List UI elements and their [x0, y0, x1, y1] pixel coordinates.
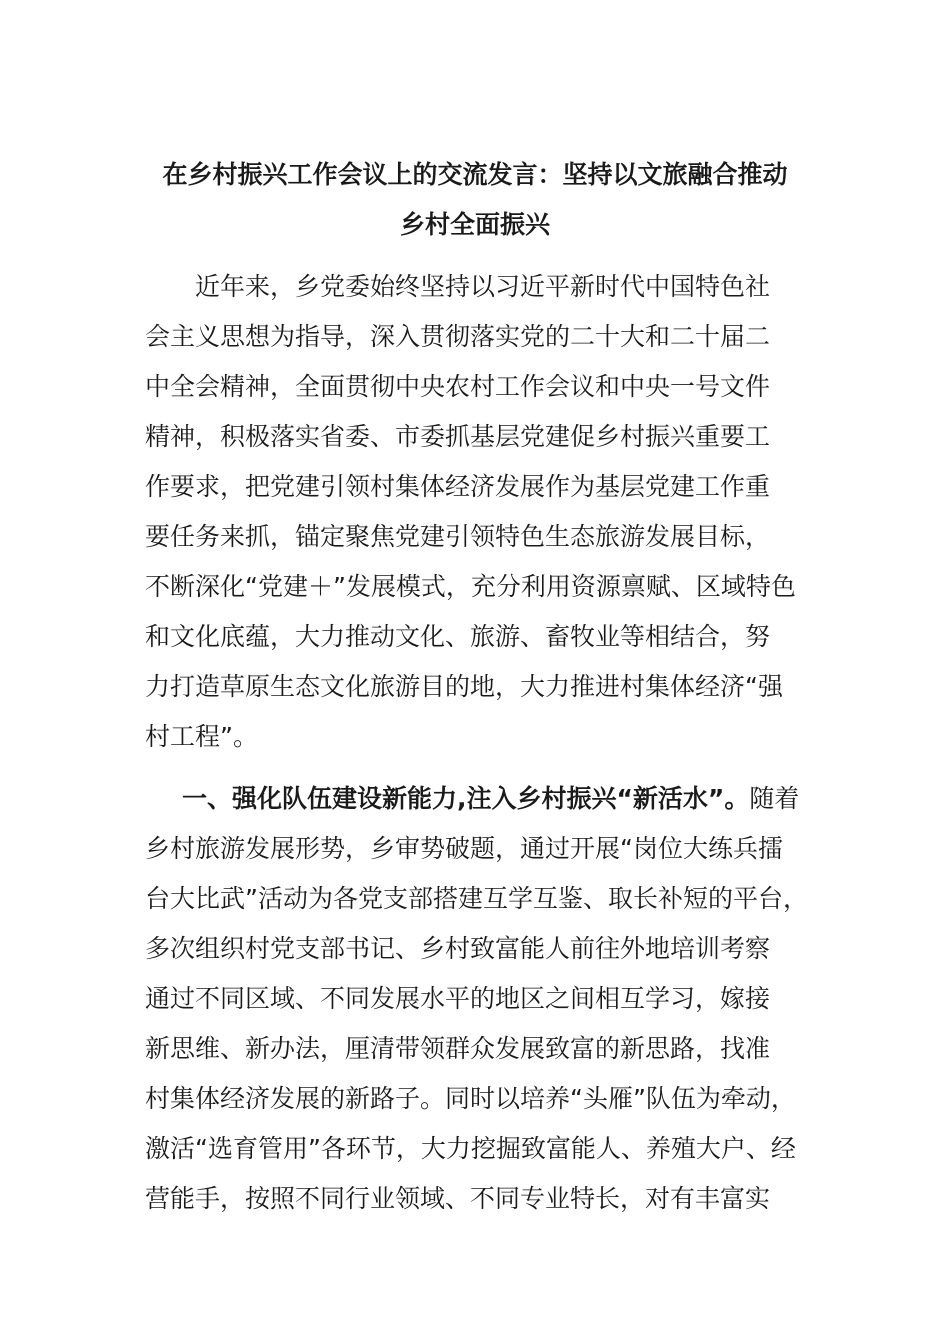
- paragraph-1-line-10: 村工程”。: [145, 722, 258, 751]
- paragraph-1-line-3: 中全会精神，全面贯彻中央农村工作会议和中央一号文件: [145, 372, 771, 401]
- paragraph-2-line-8: 激活“选育管用”各环节，大力挖掘致富能人、养殖大户、经: [145, 1134, 796, 1163]
- paragraph-2-line-1-rest: 随着: [749, 784, 800, 813]
- document-title-line-1: 在乡村振兴工作会议上的交流发言：坚持以文旅融合推动: [162, 160, 788, 189]
- paragraph-2-line-4: 多次组织村党支部书记、乡村致富能人前往外地培训考察: [145, 934, 771, 963]
- paragraph-1-line-6: 要任务来抓，锚定聚焦党建引领特色生态旅游发展目标，: [145, 522, 771, 551]
- paragraph-2-line-3: 台大比武”活动为各党支部搭建互学互鉴、取长补短的平台，: [145, 884, 808, 913]
- paragraph-1-line-5: 作要求，把党建引领村集体经济发展作为基层党建工作重: [145, 472, 771, 501]
- paragraph-2-line-2: 乡村旅游发展形势，乡审势破题，通过开展“岗位大练兵擂: [145, 834, 783, 863]
- section-heading: 一、强化队伍建设新能力,注入乡村振兴“新活水”。: [182, 784, 750, 813]
- paragraph-1-line-4: 精神，积极落实省委、市委抓基层党建促乡村振兴重要工: [145, 422, 771, 451]
- paragraph-1-line-1: 近年来，乡党委始终坚持以习近平新时代中国特色社: [195, 272, 771, 301]
- paragraph-2-line-7: 村集体经济发展的新路子。同时以培养“头雁”队伍为牵动，: [145, 1084, 796, 1113]
- paragraph-2-line-5: 通过不同区域、不同发展水平的地区之间相互学习，嫁接: [145, 984, 771, 1013]
- document-title-line-2: 乡村全面振兴: [399, 210, 550, 239]
- paragraph-2-line-9: 营能手，按照不同行业领域、不同专业特长，对有丰富实: [145, 1184, 771, 1213]
- paragraph-1-line-9: 力打造草原生态文化旅游目的地，大力推进村集体经济“强: [145, 672, 783, 701]
- paragraph-2-line-6: 新思维、新办法，厘清带领群众发展致富的新思路，找准: [145, 1034, 771, 1063]
- paragraph-2-line-1: [182, 784, 799, 814]
- paragraph-1-line-2: 会主义思想为指导，深入贯彻落实党的二十大和二十届二: [145, 322, 771, 351]
- paragraph-1-line-8: 和文化底蕴，大力推动文化、旅游、畜牧业等相结合，努: [145, 622, 771, 651]
- paragraph-1-line-7: 不断深化“党建＋”发展模式，充分利用资源禀赋、区域特色: [145, 572, 796, 601]
